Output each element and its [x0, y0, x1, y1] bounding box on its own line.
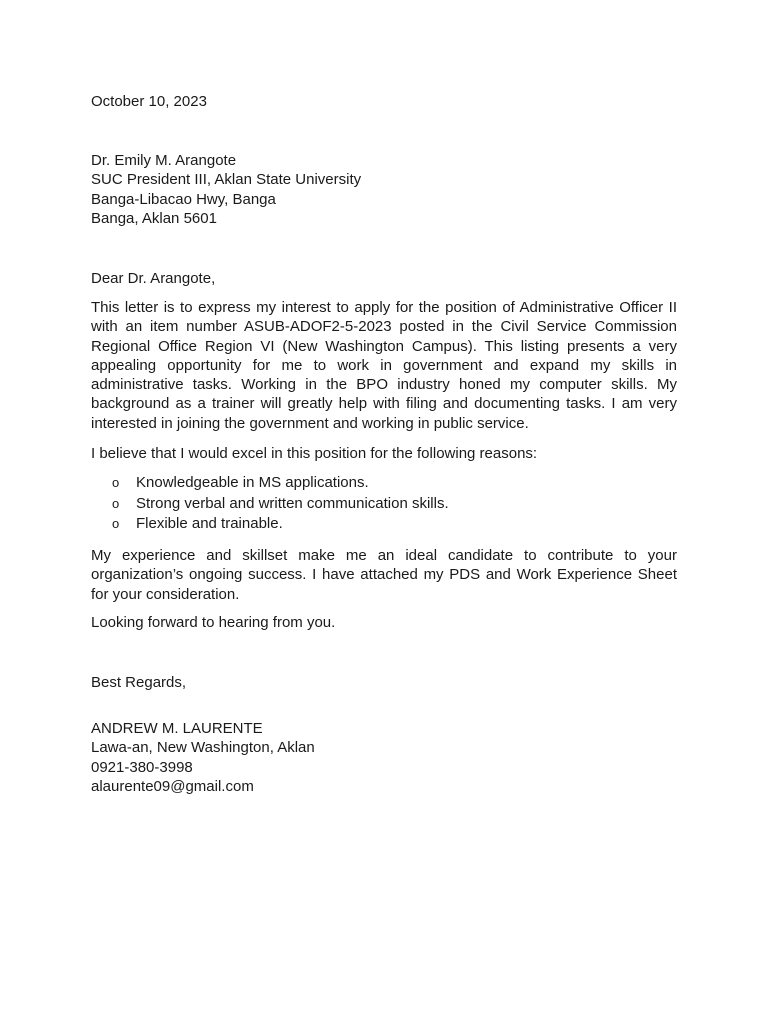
sender-block [91, 719, 677, 796]
reasons-list [91, 473, 677, 535]
recipient-name: Dr. Emily M. Arangote [91, 152, 237, 169]
list-item [91, 514, 677, 535]
signoff: Best Regards, [91, 674, 187, 691]
recipient-address-line2: Banga, Aklan 5601 [91, 209, 217, 227]
sender-address: Lawa-an, New Washington, Aklan [91, 739, 315, 757]
sender-name: ANDREW M. LAURENTE [91, 720, 263, 737]
circle-bullet-icon: o [112, 516, 120, 531]
list-item [91, 473, 677, 494]
reason-text: Strong verbal and written communication skills. [136, 494, 449, 512]
recipient-block [91, 151, 677, 228]
reason-text: Flexible and trainable. [136, 515, 283, 532]
circle-bullet-icon: o [112, 475, 120, 490]
closing-line: Looking forward to hearing from you. [91, 614, 336, 631]
list-item [91, 494, 677, 515]
salutation: Dear Dr. Arangote, [91, 270, 216, 287]
body-paragraph-2: My experience and skillset make me an ideal candidate to contribute to your organization’s ongoing success. I have attached my PDS and Work Experience Sheet for your consideration. [91, 547, 677, 603]
body-paragraph-1: This letter is to express my interest to apply for the position of Administrative Officer II with an item number ASUB-ADOF2-5-2023 posted in the Civil Service Commission Regional Office Region VI (New Washington Campus). This listing presents a very appealing opportunity for me to work in government and expand my skills in administrative tasks. Working in the BPO industry honed my computer skills. My background as a trainer will greatly help with filing and documenting tasks. I am very interested in joining the government and working in public service. [91, 299, 677, 432]
recipient-address-line1: Banga-Libacao Hwy, Banga [91, 190, 276, 208]
reasons-intro: I believe that I would excel in this position for the following reasons: [91, 445, 538, 462]
recipient-title: SUC President III, Aklan State University [91, 171, 362, 189]
sender-phone: 0921-380-3998 [91, 758, 193, 776]
circle-bullet-icon: o [112, 495, 120, 511]
reason-text: Knowledgeable in MS applications. [136, 474, 369, 491]
sender-email: alaurente09@gmail.com [91, 777, 254, 795]
letter-date: October 10, 2023 [91, 93, 207, 110]
